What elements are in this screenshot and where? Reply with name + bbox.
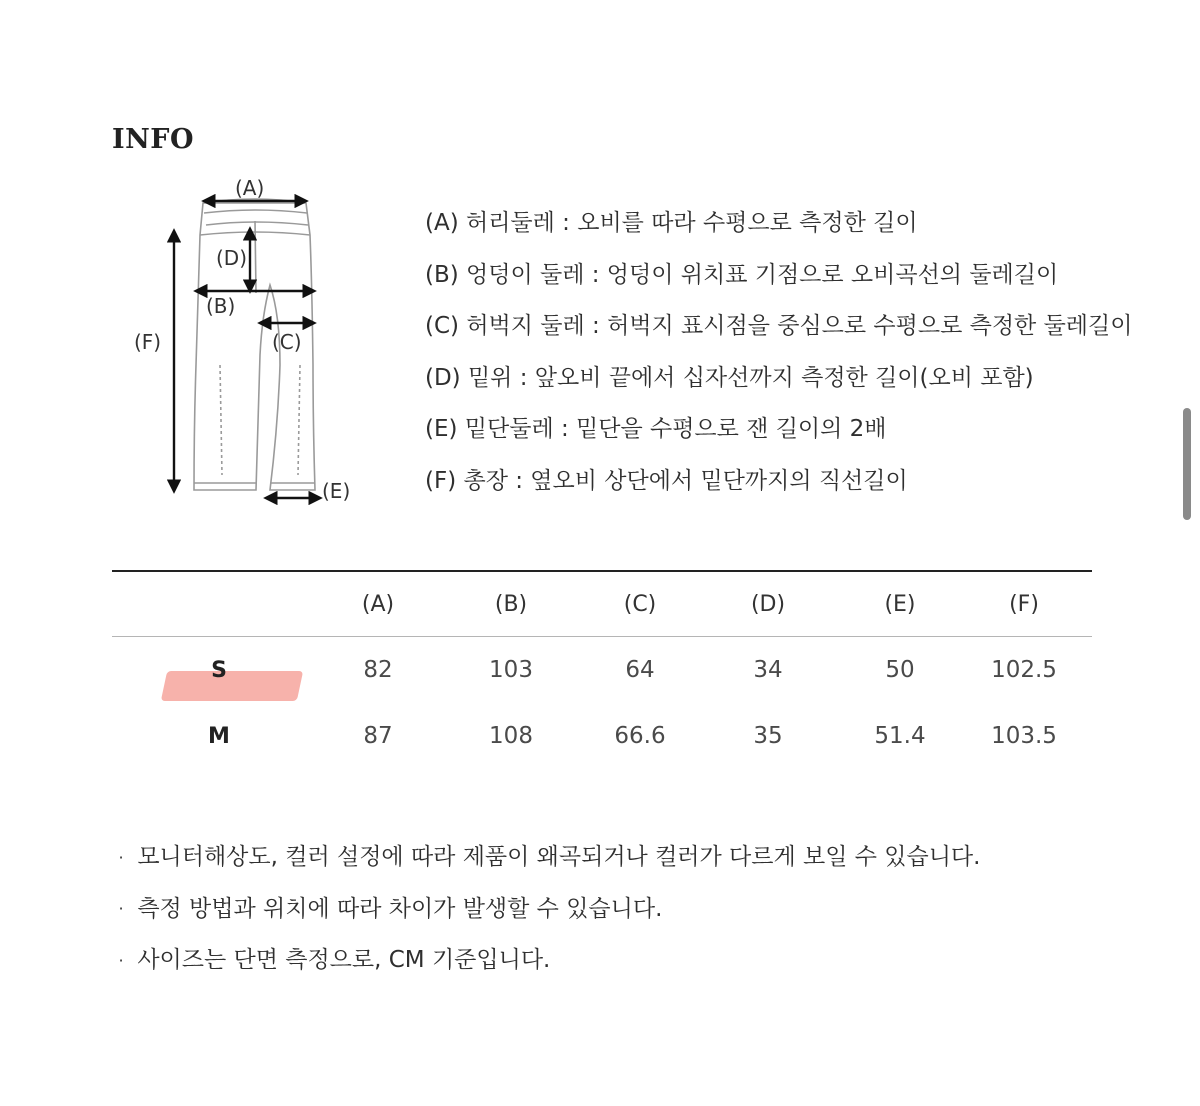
value-cell: 108 [489,723,533,749]
value-cell: 35 [753,723,783,749]
size-label: M [208,724,230,749]
table-row [112,637,1092,703]
size-highlight-mark [161,671,303,701]
bullet-icon: · [118,847,124,867]
value-cell: 34 [753,657,783,683]
value-cell: 82 [363,657,393,683]
definition-b: (B) 엉덩이 둘레 : 엉덩이 위치표 기점으로 오비곡선의 둘레길이 [425,261,1059,288]
header-cell-e: (E) [884,591,916,617]
value-cell: 103.5 [991,723,1057,749]
definition-f: (F) 총장 : 옆오비 상단에서 밑단까지의 직선길이 [425,467,908,494]
header-cell-b: (B) [494,591,528,617]
value-cell: 103 [489,657,533,683]
list-item [112,838,980,890]
label-c: (C) [272,330,302,354]
definition-e: (E) 밑단둘레 : 밑단을 수평으로 잰 길이의 2배 [425,416,887,442]
size-cell [112,723,326,749]
header-cell-f: (F) [1009,591,1039,617]
measurement-definitions [425,204,1132,513]
value-cell: 87 [363,723,393,749]
header-cell-d: (D) [750,591,786,617]
value-cell: 102.5 [991,657,1057,683]
size-table [112,570,1092,769]
value-cell: 51.4 [874,723,926,749]
table-header-row [112,572,1092,636]
note-text: 측정 방법과 위치에 따라 차이가 발생할 수 있습니다. [137,895,663,922]
note-text: 사이즈는 단면 측정으로, CM 기준입니다. [137,947,551,973]
header-cell-a: (A) [361,591,395,617]
label-b: (B) [206,294,236,318]
scrollbar-thumb[interactable] [1183,408,1191,520]
definition-a: (A) 허리둘레 : 오비를 따라 수평으로 측정한 길이 [425,210,918,236]
value-cell: 50 [885,657,915,683]
definition-c: (C) 허벅지 둘레 : 허벅지 표시점을 중심으로 수평으로 측정한 둘레길이 [425,313,1133,339]
size-label: S [211,658,227,683]
definition-d: (D) 밑위 : 앞오비 끝에서 십자선까지 측정한 길이(오비 포함) [425,364,1034,391]
value-cell: 64 [625,657,655,683]
label-e: (E) [322,479,351,503]
list-item [112,941,980,993]
bullet-icon: · [118,899,124,918]
list-item [112,890,980,942]
table-row [112,703,1092,769]
notes-list [112,838,980,993]
note-text: 모니터해상도, 컬러 설정에 따라 제품이 왜곡되거나 컬러가 다르게 보일 수 있습니다. [137,844,981,870]
label-a: (A) [235,176,265,200]
info-title: INFO [112,124,194,155]
pants-measurement-diagram [120,165,370,525]
label-d: (D) [216,246,248,270]
value-cell: 66.6 [614,723,666,749]
size-cell [112,657,326,683]
bullet-icon: · [118,950,124,970]
label-f: (F) [134,330,162,354]
header-cell-c: (C) [623,591,657,617]
